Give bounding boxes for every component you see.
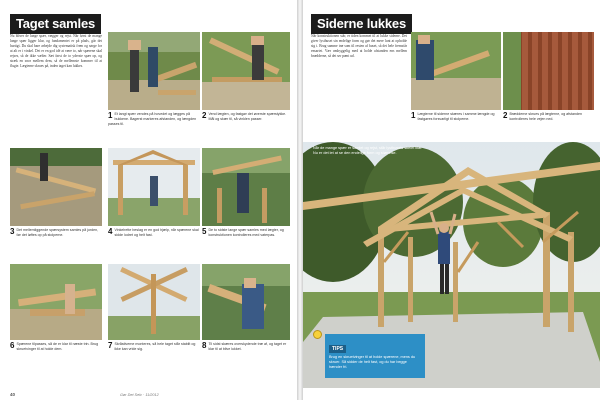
left-page bbox=[0, 0, 297, 400]
caption-2 bbox=[202, 112, 290, 142]
photo-7 bbox=[108, 264, 200, 340]
caption-5-number: 5 bbox=[202, 228, 207, 236]
photo-4 bbox=[108, 148, 200, 226]
right-headline: Siderne lukkes bbox=[311, 14, 412, 34]
photo-5 bbox=[202, 148, 290, 226]
caption-7-number: 7 bbox=[108, 342, 113, 350]
left-intro-paragraph: Nu bliver de lange spær, vægger og rejst. Når først de mange lange spær ligger klar, og fundamentet er på plads, går det hurtigt. Du skal bare arbejde dig systematisk frem og sørge for at alt er i vinkel. Det er en god idé at være to, når spærene skal rejses, så de ikke vælter. Sæt først de to yderste spær op, og stræk en snor mellem dem, så de mellemste kommer til at flugte. Lægterne skrues på, inden taget kan lukkes. bbox=[10, 34, 102, 68]
left-magazine-name: Gør Det Selv · 11/2012 bbox=[120, 393, 159, 397]
caption-1-text: Et langt spær vendes på hovedet og lægges på bukkene. Bagerst markeres afstanden, og længden passes til. bbox=[108, 112, 197, 126]
caption-5-text: De to sidste lange spær samles med lægter, og konstruktionen kontrolleres med vaterpas. bbox=[208, 228, 284, 237]
caption-5 bbox=[202, 228, 290, 258]
caption-6-text: Spærene tilpasses, så de er klar til næste trin. Brug skruetvinger til at holde dem. bbox=[16, 342, 99, 351]
left-page-number: 40 bbox=[10, 392, 16, 397]
tip-text: Brug en skruetvinger til at holde spærene, mens du skruer. Så sidder de helt fast, og du har begge hænder fri. bbox=[329, 355, 416, 369]
caption-8 bbox=[202, 342, 290, 376]
caption-4 bbox=[108, 228, 200, 258]
left-intro-text bbox=[10, 34, 102, 122]
caption-r2-number: 2 bbox=[503, 112, 508, 120]
right-intro-paragraph: Når konstruktionen står, er tiden kommet til at lukke siderne. Det giver lysthuset sin endelige form og gør det mere lunt at opholde sig i. Brug samme træ som til resten af huset, så det hele fremstår ensartet. Vær omhyggelig med at holde afstanden ens mellem brædderne, så det ser pænt ud. bbox=[311, 34, 407, 58]
right-page bbox=[303, 0, 600, 400]
photo-2 bbox=[202, 32, 290, 110]
caption-3 bbox=[10, 228, 102, 258]
photo-8 bbox=[202, 264, 290, 340]
photo-r2 bbox=[503, 32, 594, 110]
photo-r1 bbox=[411, 32, 501, 110]
caption-r2 bbox=[503, 112, 594, 138]
caption-r1 bbox=[411, 112, 501, 138]
caption-7 bbox=[108, 342, 200, 376]
caption-4-number: 4 bbox=[108, 228, 113, 236]
caption-6-number: 6 bbox=[10, 342, 15, 350]
caption-8-text: Til sidst skæres overskydende træ af, og taget er klar til at blive lukket. bbox=[208, 342, 287, 351]
caption-8-number: 8 bbox=[202, 342, 207, 350]
lightbulb-icon bbox=[313, 330, 322, 339]
caption-6 bbox=[10, 342, 102, 376]
caption-7-text: Skråstiverne monteres, så hele taget står stabilt og ikke kan vride sig. bbox=[114, 342, 196, 351]
caption-3-number: 3 bbox=[10, 228, 15, 236]
caption-3-text: Det mellemliggende spærsystem samles på jorden, før det løftes op på stolperne. bbox=[16, 228, 99, 237]
photo-6 bbox=[10, 264, 102, 340]
photo-3 bbox=[10, 148, 102, 226]
caption-1 bbox=[108, 112, 200, 142]
hero-caption: Når de mange spær er samlet og rejst, står lysthusets skelet klar. Nu er det let at se den endelige form og størrelse. bbox=[313, 146, 423, 155]
left-headline: Taget samles bbox=[10, 14, 101, 34]
caption-2-number: 2 bbox=[202, 112, 207, 120]
caption-2-text: Vend lægten, og fastgør det øverste spærstykke. Mål og skær til, så vinklen passer. bbox=[208, 112, 287, 121]
caption-1-number: 1 bbox=[108, 112, 113, 120]
tip-label: TIPS bbox=[329, 345, 346, 353]
caption-4-text: Vinkelrette beslag er en god hjælp, når spærene skal sidde lodret og helt fast. bbox=[114, 228, 199, 237]
caption-r1-text: Lægterne til siderne skæres i samme længde og fastgøres forsvarligt til stolperne. bbox=[417, 112, 495, 121]
caption-r1-number: 1 bbox=[411, 112, 416, 120]
caption-r2-text: Brædderne skrues på lægterne, og afstanden kontrolleres hele vejen ned. bbox=[509, 112, 582, 121]
right-intro-text bbox=[311, 34, 407, 132]
right-page-number: 41 bbox=[586, 392, 592, 397]
photo-1 bbox=[108, 32, 200, 110]
tip-box bbox=[325, 334, 425, 378]
